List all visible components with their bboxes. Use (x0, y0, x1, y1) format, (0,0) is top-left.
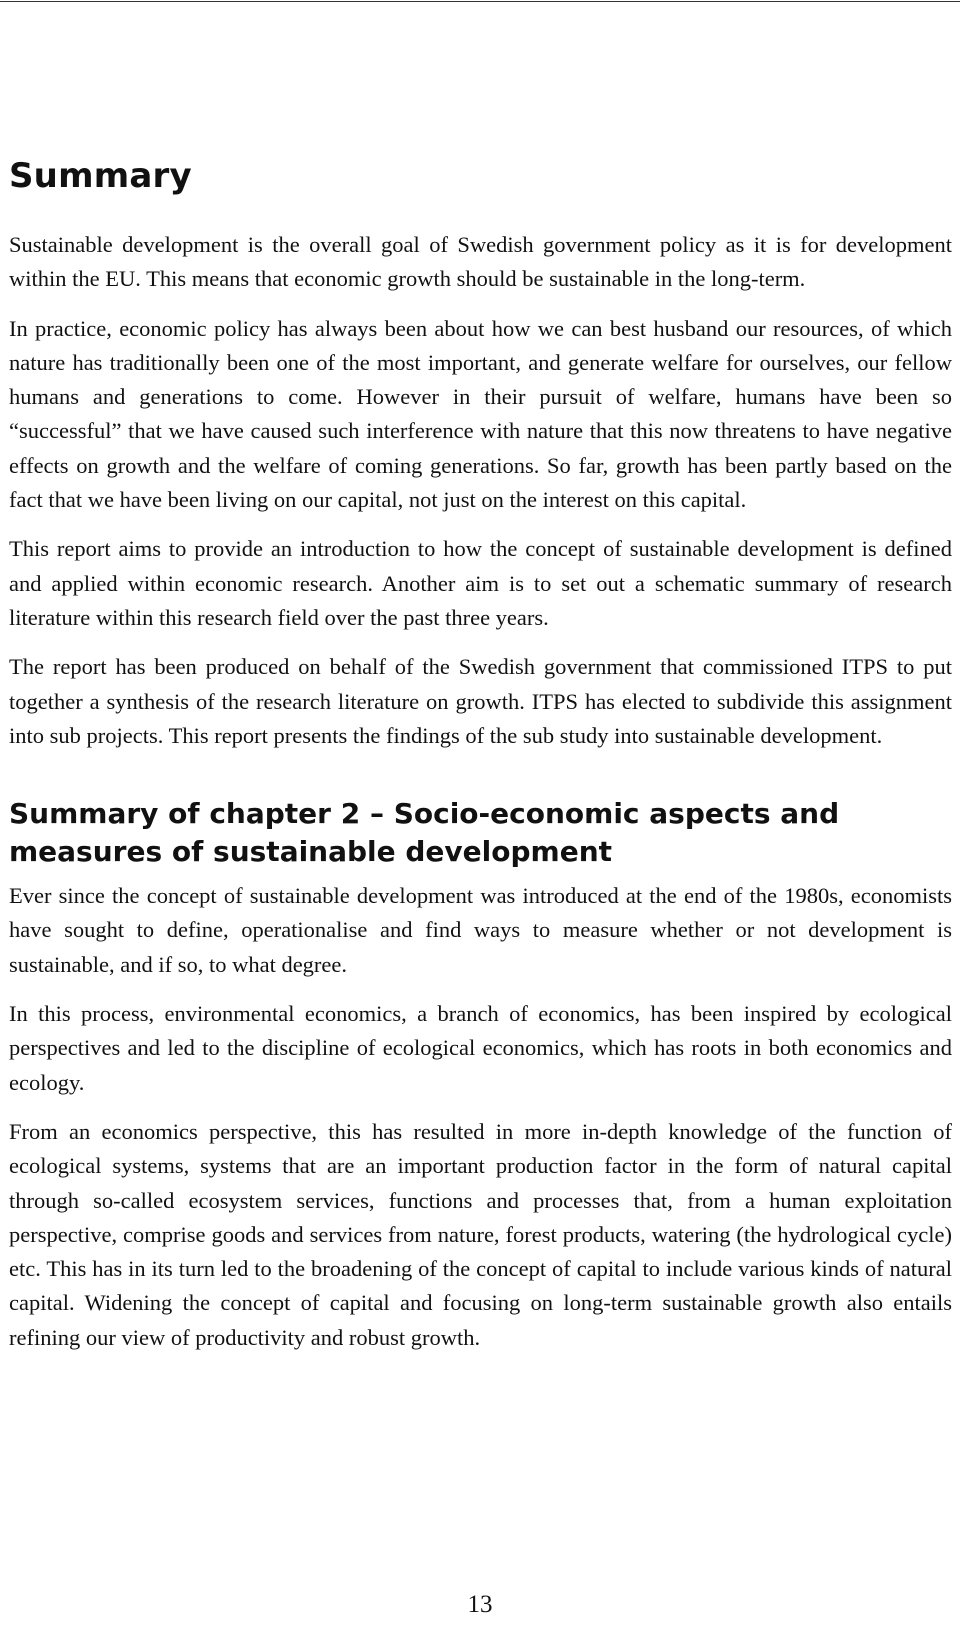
subsection-heading: Summary of chapter 2 – Socio-economic aspects and measures of sustainable development (9, 797, 840, 869)
paragraph: This report aims to provide an introduction to how the concept of sustainable development is defined and applied within economic research. Another aim is to set out a schematic summary of research literature within this research field over the past three years. (9, 536, 952, 630)
section-heading: Summary (9, 156, 192, 196)
paragraph: The report has been produced on behalf of the Swedish government that commissioned ITPS to put together a synthesis of the research literature on growth. ITPS has elected to subdivide this assignment into sub projects. This report presents the findings of the sub study into sustainable development. (9, 654, 952, 748)
paragraph: From an economics perspective, this has resulted in more in-depth knowledge of the function of ecological systems, systems that are an important production factor in the form of natural capital through so-called ecosystem services, functions and processes that, from a human exploitation perspective, comprise goods and services from nature, forest products, watering (the hydrological cycle) etc. This has in its turn led to the broadening of the concept of capital to include various kinds of natural capital. Widening the concept of capital and focusing on long-term sustainable growth also entails refining our view of productivity and robust growth. (9, 1118, 952, 1350)
top-rule (0, 1, 960, 2)
paragraph: In practice, economic policy has always been about how we can best husband our resources, of which nature has traditionally been one of the most important, and generate welfare for ourselves, our fellow humans and generations to come. However in their pursuit of welfare, humans have been so “successful” that we have caused such interference with nature that this now threatens to have negative effects on growth and the welfare of coming generations. So far, growth has been partly based on the fact that we have been living on our capital, not just on the interest on this capital. (9, 315, 952, 513)
paragraph: In this process, environmental economics, a branch of economics, has been inspired by ecological perspectives and led to the discipline of ecological economics, which has roots in both economics and ecology. (9, 1001, 952, 1095)
page-number: 13 (467, 1591, 493, 1618)
paragraph: Sustainable development is the overall goal of Swedish government policy as it is for development within the EU. This means that economic growth should be sustainable in the long-term. (9, 232, 952, 292)
page-content (9, 156, 952, 1370)
paragraph: Ever since the concept of sustainable development was introduced at the end of the 1980s, economists have sought to define, operationalise and find ways to measure whether or not development is sustainable, and if so, to what degree. (9, 883, 952, 977)
